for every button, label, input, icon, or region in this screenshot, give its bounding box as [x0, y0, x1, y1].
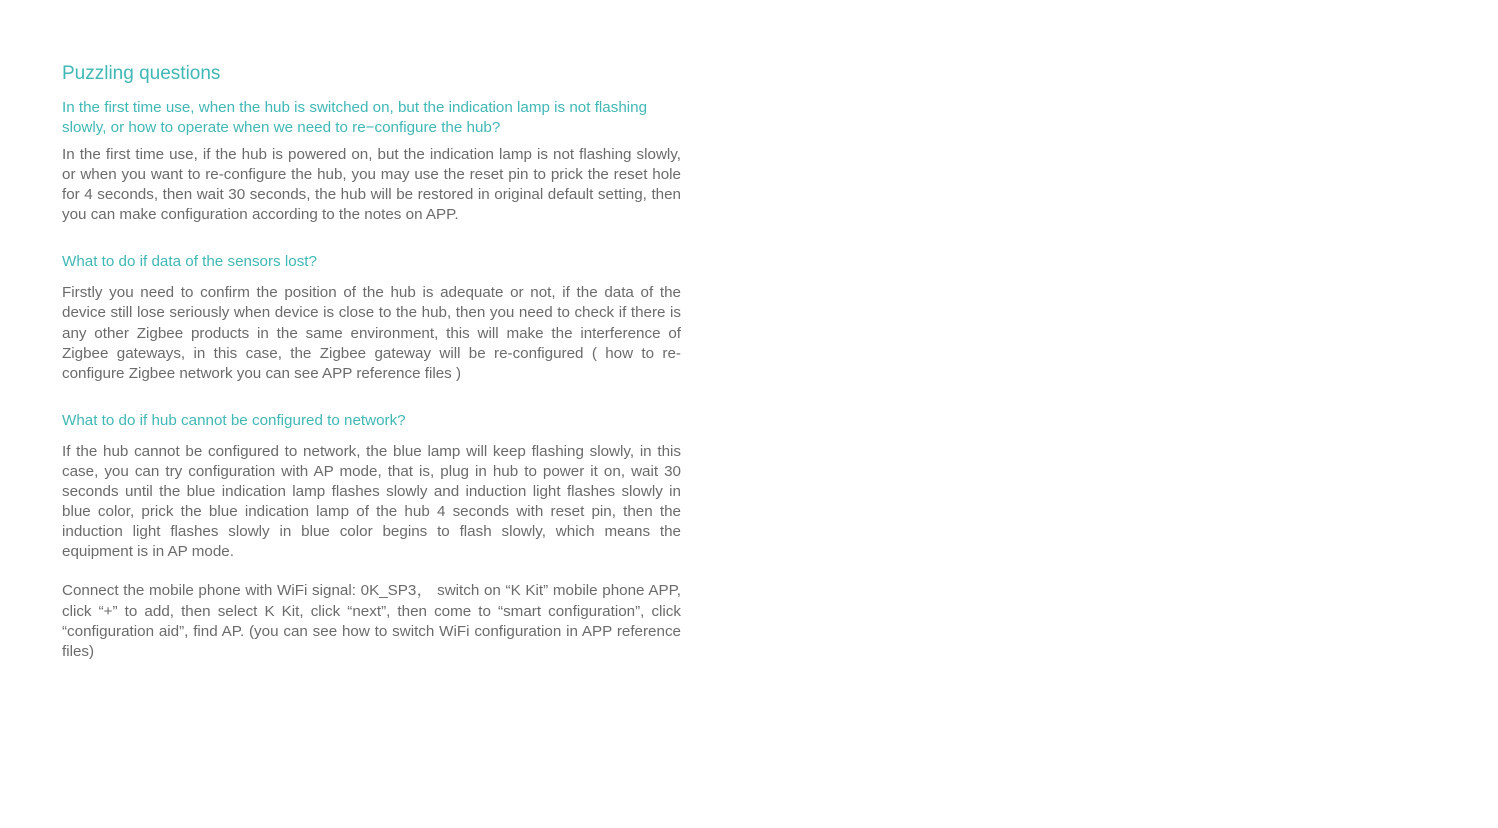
- faq-answer-sensor-data-lost: Firstly you need to confirm the position of the hub is adequate or not, if the data of the device still lose seriously when device is close to the hub, then you need to check if there is any other Zigbee products in the same environment, this will make the interference of Zigbee gateways, in this case, the Zigbee gateway will be re-configured ( how to re-configure Zigbee network you can see APP reference files ): [62, 284, 681, 382]
- faq-answer-hub-not-flashing: In the first time use, if the hub is powered on, but the indication lamp is not flashing slowly, or when you want to re-configure the hub, you may use the reset pin to prick the reset hole for 4 seconds, then wait 30 seconds, the hub will be restored in original default setting, then you can make configuration according to the notes on APP.: [62, 146, 681, 224]
- faq-column: [62, 60, 681, 662]
- page-title: Puzzling questions: [62, 63, 221, 84]
- faq-answer-ap-mode-instructions: Connect the mobile phone with WiFi signal: 0K_SP3， switch on “K Kit” mobile phone APP, click “+” to add, then select K Kit, click “next”, then come to “smart configuration”, click “configuration aid”, find AP. (you can see how to switch WiFi configuration in APP reference files): [62, 582, 681, 660]
- faq-question-hub-not-flashing: In the first time use, when the hub is switched on, but the indication lamp is not flashing slowly, or how to operate when we need to re−configure the hub?: [62, 99, 648, 136]
- faq-answer-hub-network-config: If the hub cannot be configured to network, the blue lamp will keep flashing slowly, in this case, you can try configuration with AP mode, that is, plug in hub to power it on, wait 30 seconds until the blue indication lamp flashes slowly and induction light flashes slowly in blue color, prick the blue indication lamp of the hub 4 seconds with reset pin, then the induction light flashes slowly in blue color begins to flash slowly, which means the equipment is in AP mode.: [62, 442, 681, 561]
- faq-question-sensor-data-lost: What to do if data of the sensors lost?: [62, 253, 317, 271]
- faq-question-hub-network-config: What to do if hub cannot be configured to network?: [62, 411, 406, 429]
